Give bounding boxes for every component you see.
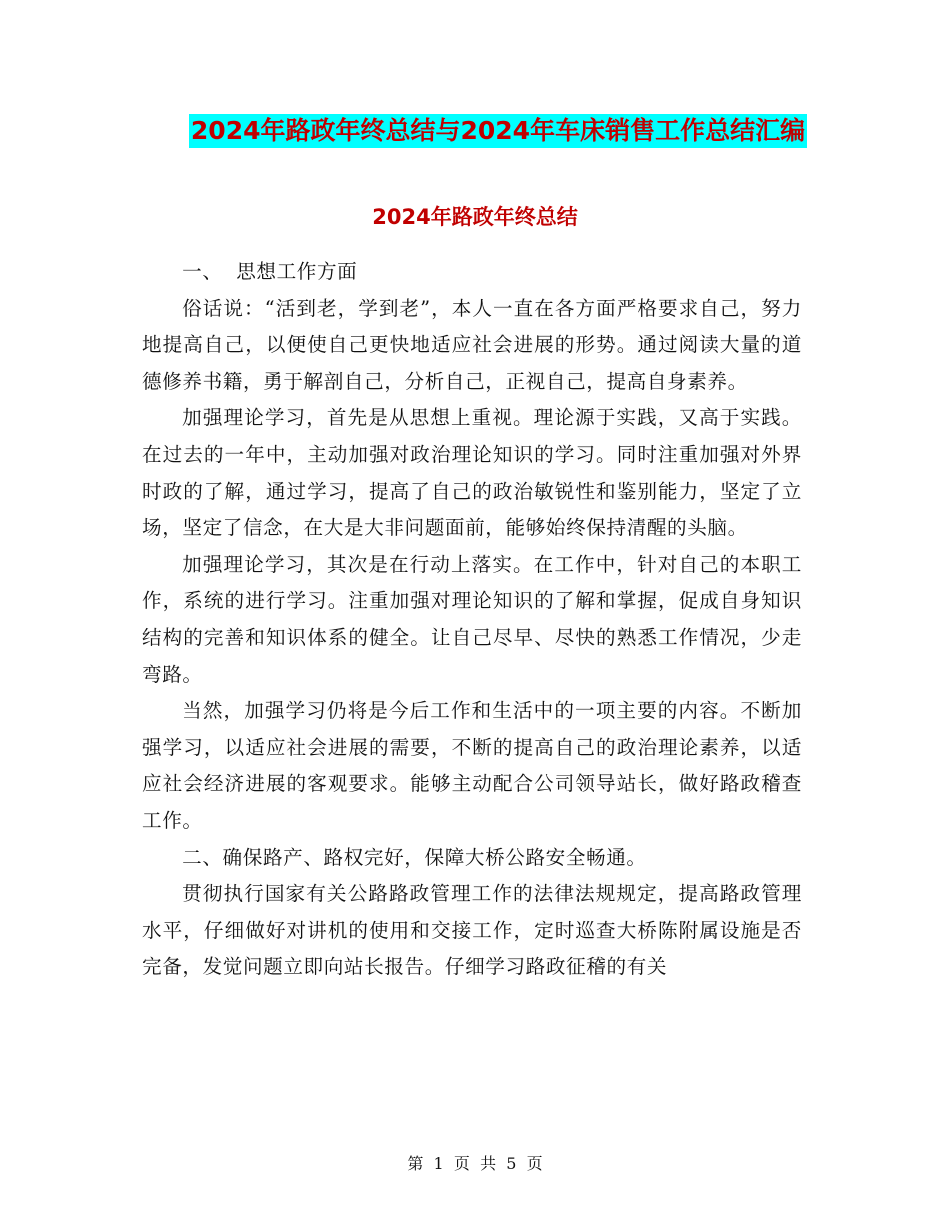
- document-title-container: [0, 114, 950, 148]
- document-body: [142, 254, 802, 986]
- page-number-footer: 第 1 页 共 5 页: [407, 1154, 543, 1173]
- paragraph-4: 当然，加强学习仍将是今后工作和生活中的一项主要的内容。不断加强学习，以适应社会进展的需要，不断的提高自己的政治理论素养，以适应社会经济进展的客观要求。能够主动配合公司领导站长，做好路政稽查工作。: [142, 699, 802, 832]
- heading-road-safety: 二、确保路产、路权完好，保障大桥公路安全畅通。: [182, 845, 647, 869]
- paragraph-5: 贯彻执行国家有关公路路政管理工作的法律法规规定，提高路政管理水平，仔细做好对讲机的使用和交接工作，定时巡查大桥陈附属设施是否完备，发觉问题立即向站长报告。仔细学习路政征稽的有关: [142, 882, 802, 979]
- section-title: 2024年路政年终总结: [372, 205, 578, 229]
- document-title: 2024年路政年终总结与2024年车床销售工作总结汇编: [189, 114, 807, 148]
- paragraph-3: 加强理论学习，其次是在行动上落实。在工作中，针对自己的本职工作，系统的进行学习。注重加强对理论知识的了解和掌握，促成自身知识结构的完善和知识体系的健全。让自己尽早、尽快的熟悉工作情况，少走弯路。: [142, 552, 802, 686]
- paragraph-1: 俗话说：“活到老，学到老”，本人一直在各方面严格要求自己，努力地提高自己，以便使自己更快地适应社会进展的形势。通过阅读大量的道德修养书籍，勇于解剖自己，分析自己，正视自己，提高自身素养。: [142, 296, 802, 393]
- heading-thought-work: 一、 思想工作方面: [182, 260, 358, 283]
- paragraph-2: 加强理论学习，首先是从思想上重视。理论源于实践，又高于实践。在过去的一年中，主动加强对政治理论知识的学习。同时注重加强对外界时政的了解，通过学习，提高了自己的政治敏锐性和鉴别能力，坚定了立场，坚定了信念，在大是大非问题面前，能够始终保持清醒的头脑。: [142, 406, 802, 540]
